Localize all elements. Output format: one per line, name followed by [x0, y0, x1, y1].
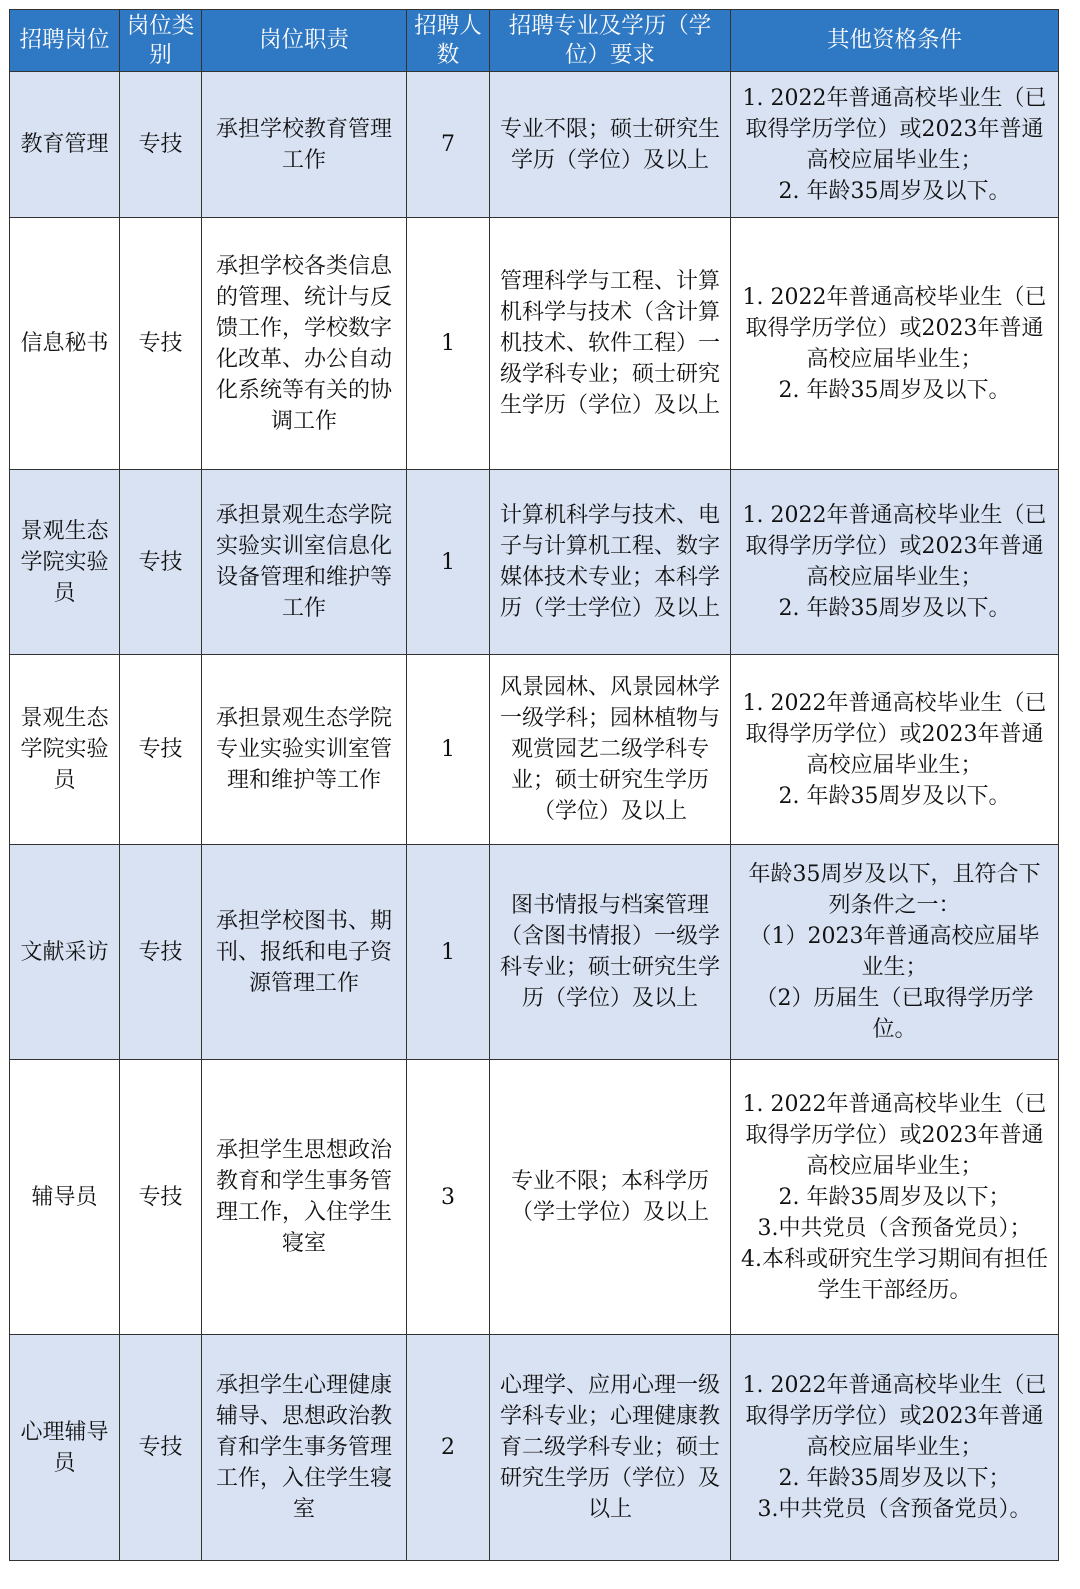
table-row [10, 845, 1059, 1060]
header-count: 招聘人数 [407, 10, 490, 72]
cell-major: 图书情报与档案管理（含图书情报）一级学科专业；硕士研究生学历（学位）及以上 [490, 845, 731, 1060]
condition-line: 2. 年龄35周岁及以下； [778, 1466, 1011, 1491]
cell-major: 专业不限；硕士研究生学历（学位）及以上 [490, 72, 731, 218]
cell-position: 信息秘书 [10, 218, 120, 470]
condition-line: 4.本科或研究生学习期间有担任学生干部经历。 [741, 1246, 1048, 1303]
cell-major: 风景园林、风景园林学一级学科；园林植物与观赏园艺二级学科专业；硕士研究生学历（学位）及以上 [490, 655, 731, 845]
cell-other [731, 845, 1059, 1060]
cell-duty: 承担学校教育管理工作 [202, 72, 407, 218]
cell-category: 专技 [120, 1335, 202, 1561]
table-row [10, 72, 1059, 218]
condition-line: 年龄35周岁及以下，且符合下列条件之一： [748, 862, 1041, 918]
condition-line: （2）历届生（已取得学历学位。 [755, 986, 1034, 1042]
cell-position: 景观生态学院实验员 [10, 655, 120, 845]
condition-line: 1. 2022年普通高校毕业生（已取得学历学位）或2023年普通高校应届毕业生； [742, 85, 1047, 173]
condition-line: 2. 年龄35周岁及以下。 [778, 783, 1011, 809]
cell-duty: 承担景观生态学院实验实训室信息化设备管理和维护等工作 [202, 470, 407, 655]
cell-other [731, 72, 1059, 218]
cell-major: 管理科学与工程、计算机科学与技术（含计算机技术、软件工程）一级学科专业；硕士研究生学历（学位）及以上 [490, 218, 731, 470]
cell-major: 专业不限；本科学历（学士学位）及以上 [490, 1060, 731, 1335]
cell-position: 景观生态学院实验员 [10, 470, 120, 655]
cell-position: 教育管理 [10, 72, 120, 218]
condition-line: 1. 2022年普通高校毕业生（已取得学历学位）或2023年普通高校应届毕业生； [742, 1373, 1047, 1460]
cell-duty: 承担学生心理健康辅导、思想政治教育和学生事务管理工作，入住学生寝室 [202, 1335, 407, 1561]
condition-line: 1. 2022年普通高校毕业生（已取得学历学位）或2023年普通高校应届毕业生； [742, 690, 1047, 778]
cell-category: 专技 [120, 655, 202, 845]
cell-count: 1 [407, 845, 490, 1060]
header-category: 岗位类别 [120, 10, 202, 72]
header-major: 招聘专业及学历（学位）要求 [490, 10, 731, 72]
header-position: 招聘岗位 [10, 10, 120, 72]
condition-line: 2. 年龄35周岁及以下。 [778, 377, 1011, 403]
cell-position: 辅导员 [10, 1060, 120, 1335]
cell-position: 文献采访 [10, 845, 120, 1060]
condition-line: 3.中共党员（含预备党员）； [757, 1215, 1032, 1241]
condition-line: 3.中共党员（含预备党员）。 [757, 1497, 1032, 1522]
recruitment-table [9, 9, 1059, 1561]
cell-category: 专技 [120, 470, 202, 655]
header-row [10, 10, 1059, 72]
cell-count: 2 [407, 1335, 490, 1561]
cell-other [731, 1060, 1059, 1335]
table-row [10, 655, 1059, 845]
cell-other [731, 470, 1059, 655]
cell-position: 心理辅导员 [10, 1335, 120, 1561]
cell-duty: 承担学校图书、期刊、报纸和电子资源管理工作 [202, 845, 407, 1060]
header-duty: 岗位职责 [202, 10, 407, 72]
cell-major: 心理学、应用心理一级学科专业；心理健康教育二级学科专业；硕士研究生学历（学位）及以上 [490, 1335, 731, 1561]
cell-other [731, 655, 1059, 845]
cell-other [731, 218, 1059, 470]
cell-count: 3 [407, 1060, 490, 1335]
cell-duty: 承担景观生态学院专业实验实训室管理和维护等工作 [202, 655, 407, 845]
cell-count: 1 [407, 470, 490, 655]
cell-duty: 承担学校各类信息的管理、统计与反馈工作，学校数字化改革、办公自动化系统等有关的协调工作 [202, 218, 407, 470]
cell-count: 1 [407, 655, 490, 845]
cell-count: 1 [407, 218, 490, 470]
table-row [10, 470, 1059, 655]
cell-major: 计算机科学与技术、电子与计算机工程、数字媒体技术专业；本科学历（学士学位）及以上 [490, 470, 731, 655]
condition-line: 1. 2022年普通高校毕业生（已取得学历学位）或2023年普通高校应届毕业生； [742, 503, 1047, 590]
condition-line: 2. 年龄35周岁及以下。 [778, 596, 1011, 621]
condition-line: 2. 年龄35周岁及以下； [778, 1184, 1011, 1210]
condition-line: （1）2023年普通高校应届毕业生； [749, 924, 1040, 980]
cell-category: 专技 [120, 72, 202, 218]
condition-line: 1. 2022年普通高校毕业生（已取得学历学位）或2023年普通高校应届毕业生； [742, 1091, 1047, 1179]
table-row [10, 1060, 1059, 1335]
cell-category: 专技 [120, 845, 202, 1060]
cell-count: 7 [407, 72, 490, 218]
cell-duty: 承担学生思想政治教育和学生事务管理工作，入住学生寝室 [202, 1060, 407, 1335]
table-row [10, 218, 1059, 470]
cell-other [731, 1335, 1059, 1561]
header-other: 其他资格条件 [731, 10, 1059, 72]
condition-line: 2. 年龄35周岁及以下。 [778, 178, 1011, 204]
cell-category: 专技 [120, 218, 202, 470]
table-row [10, 1335, 1059, 1561]
cell-category: 专技 [120, 1060, 202, 1335]
condition-line: 1. 2022年普通高校毕业生（已取得学历学位）或2023年普通高校应届毕业生； [742, 284, 1047, 372]
